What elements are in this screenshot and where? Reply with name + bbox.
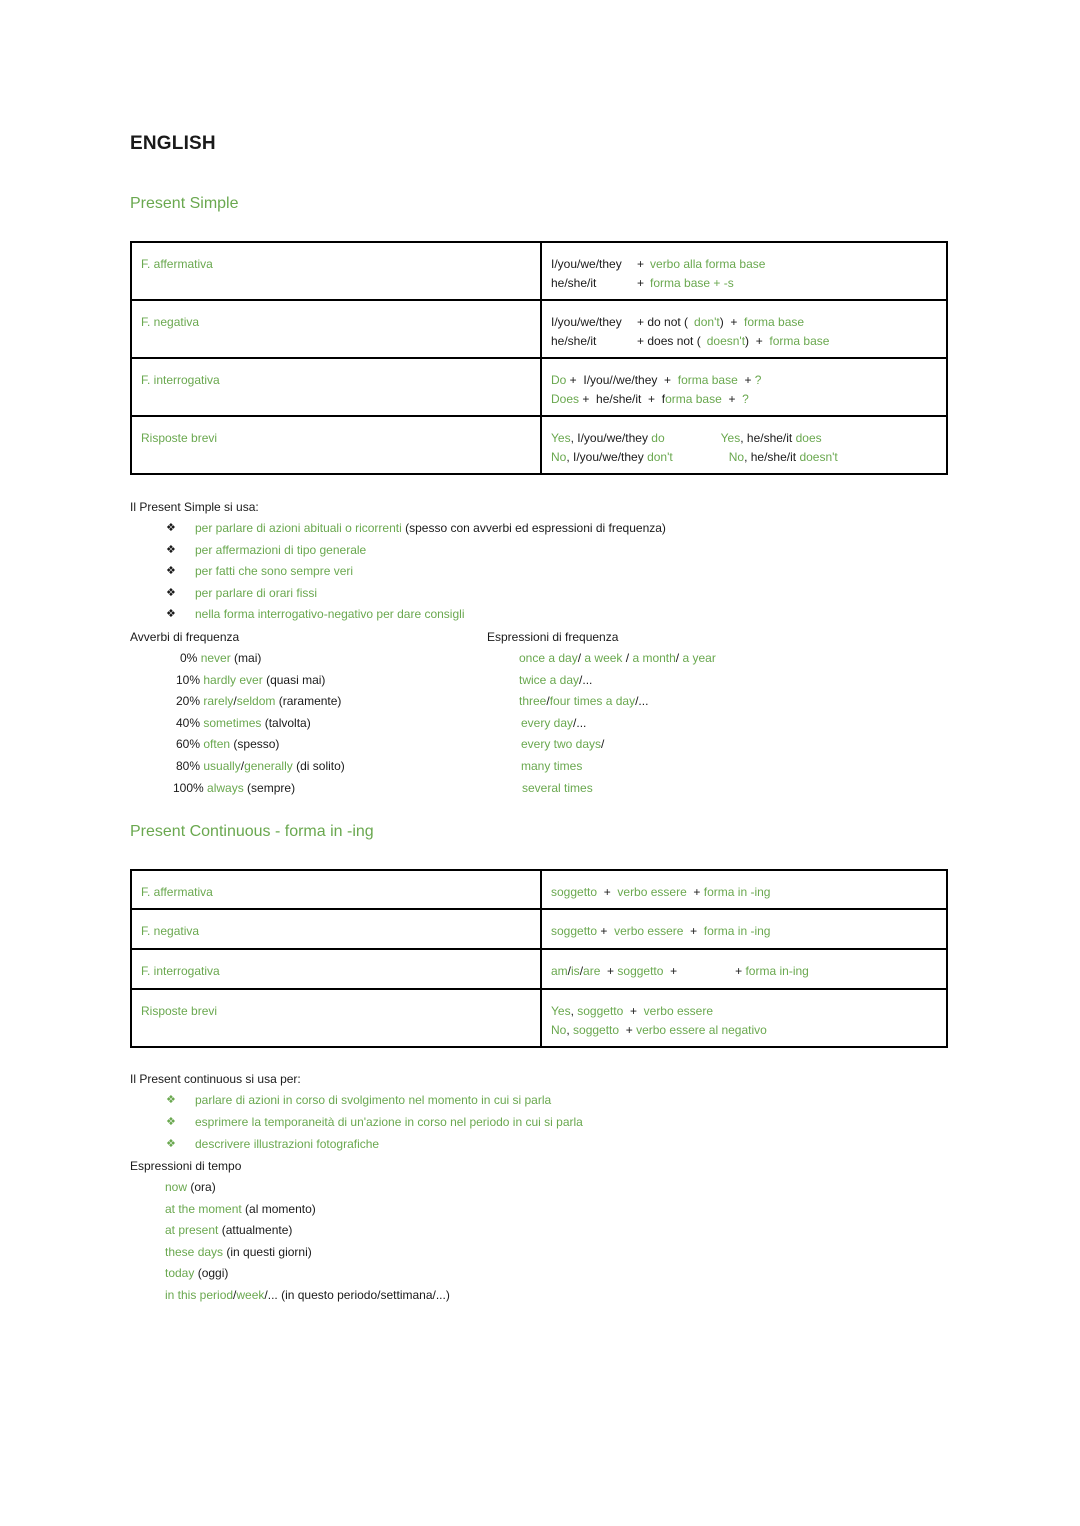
list-item [195, 1111, 583, 1133]
text-segment: verbo alla forma base [650, 257, 766, 271]
text-segment: / [233, 694, 237, 709]
line [551, 429, 937, 448]
text-segment: / [601, 737, 605, 752]
row-label: F. interrogativa [131, 949, 541, 989]
list-item [180, 647, 261, 669]
text-segment: I/you/we/they [551, 257, 622, 271]
text-segment: 20% [176, 694, 204, 709]
text-segment: these days [165, 1244, 224, 1259]
text-segment: are [583, 964, 601, 978]
text-segment: , he/she/it [744, 450, 800, 464]
row-label: F. interrogativa [131, 358, 541, 416]
diamond-bullet-icon: ❖ [166, 608, 176, 621]
text-segment: , [566, 1023, 574, 1037]
list-item [176, 712, 311, 734]
table-row [131, 949, 947, 989]
table-row [131, 416, 947, 474]
row-label: Risposte brevi [131, 416, 541, 474]
diamond-bullet-icon: ❖ [166, 522, 176, 534]
text-segment: /... [573, 715, 587, 730]
text-segment: + [683, 924, 704, 938]
text-segment: , I/you/we/they [570, 431, 652, 445]
row-value [541, 949, 947, 989]
text-segment: many times [521, 759, 583, 773]
text-segment: /... [635, 694, 649, 709]
text-segment: + [663, 964, 678, 978]
text-segment: + [597, 924, 615, 938]
text-segment: (oggi) [194, 1266, 229, 1281]
row-value [541, 242, 947, 300]
text-segment: am [551, 964, 568, 978]
table-row [131, 989, 947, 1047]
list-item [165, 1219, 292, 1241]
text-segment: + [686, 885, 704, 899]
text-segment: + [597, 885, 618, 899]
text-segment: forma in-ing [745, 964, 809, 978]
list-item [521, 712, 586, 734]
line [551, 274, 937, 293]
text-segment: soggetto [577, 1004, 624, 1018]
text-segment: (quasi mai) [262, 672, 326, 687]
text-segment: / [579, 964, 584, 978]
text-segment: is [571, 964, 580, 978]
text-segment: today [165, 1266, 195, 1281]
list-item [195, 603, 464, 625]
row-value [541, 870, 947, 909]
list-item [165, 1241, 312, 1263]
diamond-bullet-icon: ❖ [166, 586, 176, 599]
text-segment: orma base [665, 392, 722, 406]
time-heading: Espressioni di tempo [130, 1159, 242, 1173]
list-item [173, 777, 295, 799]
text-segment: once a day [519, 651, 578, 665]
text-segment: several times [522, 780, 593, 795]
text-segment: (spesso) [230, 737, 280, 752]
text-segment: 0% [180, 651, 201, 665]
list-item [176, 690, 341, 712]
text-segment: four times a day [549, 694, 636, 709]
text-segment: No [551, 1023, 567, 1037]
text-segment: , [570, 1004, 578, 1018]
row-value [541, 416, 947, 474]
table-row [131, 300, 947, 358]
text-segment: per affermazioni di tipo generale [195, 542, 367, 557]
text-segment: doesn't [706, 334, 746, 348]
text-segment: never [200, 651, 231, 665]
line [551, 448, 937, 467]
present-continuous-table [130, 869, 948, 1048]
text-segment: doesn't [799, 450, 838, 464]
text-segment: ) + [745, 334, 770, 348]
row-value [541, 300, 947, 358]
text-segment: (sempre) [243, 780, 296, 795]
diamond-bullet-icon: ❖ [166, 1115, 176, 1128]
subject [551, 255, 637, 274]
text-segment: + [623, 1004, 644, 1018]
text-segment: nella forma interrogativo-negativo per dare consigli [195, 607, 465, 622]
line [551, 883, 937, 902]
text-segment: + I/you//we/they + [566, 373, 678, 387]
line [551, 332, 937, 351]
line [551, 371, 937, 390]
text-segment: / [675, 651, 683, 665]
expressions-heading: Espressioni di frequenza [487, 630, 619, 644]
text-segment: soggetto [551, 924, 598, 938]
text-segment: per fatti che sono sempre veri [195, 564, 354, 579]
text-segment: forma base + -s [650, 276, 734, 290]
list-item [519, 669, 592, 691]
table-row [131, 358, 947, 416]
text-segment: every day [521, 715, 574, 730]
list-item [195, 517, 666, 539]
text-segment: verbo essere [617, 885, 687, 899]
text-segment: + do not ( [637, 315, 689, 329]
text-segment: + [735, 964, 746, 978]
text-segment: generally [244, 759, 293, 773]
text-segment: parlare di azioni in corso di svolgimento nel momento in cui si parla [195, 1093, 552, 1107]
text-segment: (talvolta) [261, 715, 311, 730]
diamond-bullet-icon: ❖ [166, 1137, 176, 1150]
list-item [519, 647, 716, 669]
text-segment: he/she/it [551, 334, 597, 348]
list-item [521, 733, 604, 755]
pc-usage-intro: Il Present continuous si usa per: [130, 1072, 301, 1086]
text-segment: + does not ( [637, 334, 701, 348]
table-row [131, 870, 947, 909]
ps-usage-intro: Il Present Simple si usa: [130, 500, 259, 514]
text-segment: in this period [165, 1288, 234, 1302]
subject [551, 274, 637, 293]
text-segment: / [546, 694, 550, 709]
text-segment: rarely [203, 694, 234, 709]
text-segment: + he/she/it + f [579, 392, 666, 406]
text-segment: usually [203, 759, 241, 773]
text-segment: Do [551, 373, 567, 387]
text-segment: Yes [551, 431, 571, 445]
text-segment: (spesso con avverbi ed espressioni di frequenza) [401, 521, 666, 535]
list-item [522, 777, 593, 799]
text-segment: (attualmente) [218, 1223, 293, 1238]
text-segment: ? [754, 373, 762, 387]
row-label: F. negativa [131, 300, 541, 358]
row-value [541, 989, 947, 1047]
text-segment: + [637, 276, 645, 290]
text-segment: forma in -ing [703, 924, 771, 938]
text-segment: at present [165, 1223, 219, 1238]
text-segment: soggetto [617, 964, 664, 978]
text-segment: verbo essere [614, 924, 684, 938]
text-segment: / [577, 651, 585, 665]
line [551, 962, 937, 981]
text-segment: does [795, 431, 822, 445]
text-segment: often [203, 737, 231, 752]
text-segment: / [567, 964, 572, 978]
present-simple-heading: Present Simple [130, 195, 239, 212]
text-segment: twice a day [519, 672, 580, 687]
text-segment: + [721, 392, 743, 406]
text-segment: / [233, 1288, 237, 1302]
text-segment: + [600, 964, 618, 978]
text-segment: forma in -ing [703, 885, 771, 899]
text-segment: week [236, 1288, 265, 1302]
text-segment: now [165, 1180, 188, 1194]
line [551, 1021, 937, 1040]
list-item [176, 669, 325, 691]
text-segment: (in questi giorni) [223, 1244, 312, 1259]
subject [551, 332, 637, 351]
text-segment: (ora) [187, 1180, 216, 1194]
list-item [195, 560, 353, 582]
text-segment: forma base [744, 315, 805, 329]
text-segment: (mai) [230, 651, 262, 665]
line [551, 922, 937, 941]
text-segment: Yes [720, 431, 741, 445]
text-segment: descrivere illustrazioni fotografiche [195, 1136, 380, 1151]
table-row [131, 242, 947, 300]
text-segment: don't [694, 315, 720, 329]
text-segment: ) + [719, 315, 745, 329]
line [551, 313, 937, 332]
diamond-bullet-icon: ❖ [166, 565, 176, 578]
line [551, 1002, 937, 1021]
text-segment: forma base [769, 334, 830, 348]
row-label: F. affermativa [131, 870, 541, 909]
text-segment: 80% [176, 759, 204, 773]
list-item [165, 1262, 228, 1284]
text-segment: / [622, 651, 633, 665]
present-continuous-heading: Present Continuous - forma in -ing [130, 823, 374, 840]
text-segment: every two days [521, 737, 602, 752]
text-segment: 40% [176, 715, 204, 730]
list-item [195, 1089, 551, 1111]
text-segment: Does [551, 392, 580, 406]
text-segment: he/she/it [551, 276, 597, 290]
list-item [165, 1284, 450, 1306]
row-value [541, 358, 947, 416]
text-segment: a year [682, 651, 716, 665]
text-segment: + [619, 1023, 637, 1037]
text-segment: (di solito) [292, 759, 345, 773]
list-item [195, 539, 366, 561]
row-label: F. negativa [131, 909, 541, 949]
text-segment: No [728, 450, 745, 464]
text-segment: (raramente) [275, 694, 342, 709]
page-title: ENGLISH [130, 133, 216, 154]
text-segment: a week [584, 651, 623, 665]
text-segment: soggetto [573, 1023, 620, 1037]
list-item [195, 582, 317, 604]
text-segment: at the moment [165, 1201, 242, 1216]
row-label: F. affermativa [131, 242, 541, 300]
diamond-bullet-icon: ❖ [166, 1094, 176, 1106]
text-segment: No [551, 450, 567, 464]
text-segment: / [240, 759, 245, 773]
list-item [165, 1198, 316, 1220]
text-segment: ? [742, 392, 749, 406]
present-simple-table [130, 241, 948, 475]
line [551, 255, 937, 274]
text-segment: 100% [173, 780, 208, 795]
text-segment: soggetto [551, 885, 598, 899]
list-item [176, 733, 279, 755]
text-segment: Yes [551, 1004, 571, 1018]
text-segment: per parlare di orari fissi [195, 585, 318, 600]
text-segment: seldom [236, 694, 276, 709]
text-segment: 10% [176, 672, 204, 687]
text-segment: /... (in questo periodo/settimana/...) [264, 1288, 450, 1302]
text-segment: verbo essere [643, 1004, 714, 1018]
list-item [195, 1133, 379, 1155]
table-row [131, 909, 947, 949]
text-segment: 60% [176, 737, 204, 752]
text-segment: /... [579, 672, 593, 687]
list-item [165, 1176, 216, 1198]
text-segment: sometimes [203, 715, 262, 730]
row-value [541, 909, 947, 949]
text-segment: (al momento) [241, 1201, 316, 1216]
text-segment: per parlare di azioni abituali o ricorrenti [195, 521, 402, 535]
text-segment: three [519, 694, 547, 709]
list-item [519, 690, 648, 712]
text-segment: forma base [677, 373, 738, 387]
text-segment: , he/she/it [740, 431, 796, 445]
text-segment: always [207, 780, 244, 795]
row-label: Risposte brevi [131, 989, 541, 1047]
text-segment: , I/you/we/they [566, 450, 648, 464]
text-segment: verbo essere al negativo [636, 1023, 767, 1037]
text-segment: I/you/we/they [551, 315, 622, 329]
adverbs-heading: Avverbi di frequenza [130, 630, 240, 644]
text-segment: do [651, 431, 665, 445]
text-segment: esprimere la temporaneità di un'azione in corso nel periodo in cui si parla [195, 1114, 583, 1129]
line [551, 390, 937, 409]
text-segment: + [637, 257, 645, 271]
text-segment: don't [647, 450, 673, 464]
text-segment: + [737, 373, 755, 387]
text-segment: a month [632, 651, 676, 665]
list-item [176, 755, 345, 777]
diamond-bullet-icon: ❖ [166, 543, 176, 556]
subject [551, 313, 637, 332]
list-item [521, 755, 582, 777]
text-segment: hardly ever [203, 672, 263, 687]
